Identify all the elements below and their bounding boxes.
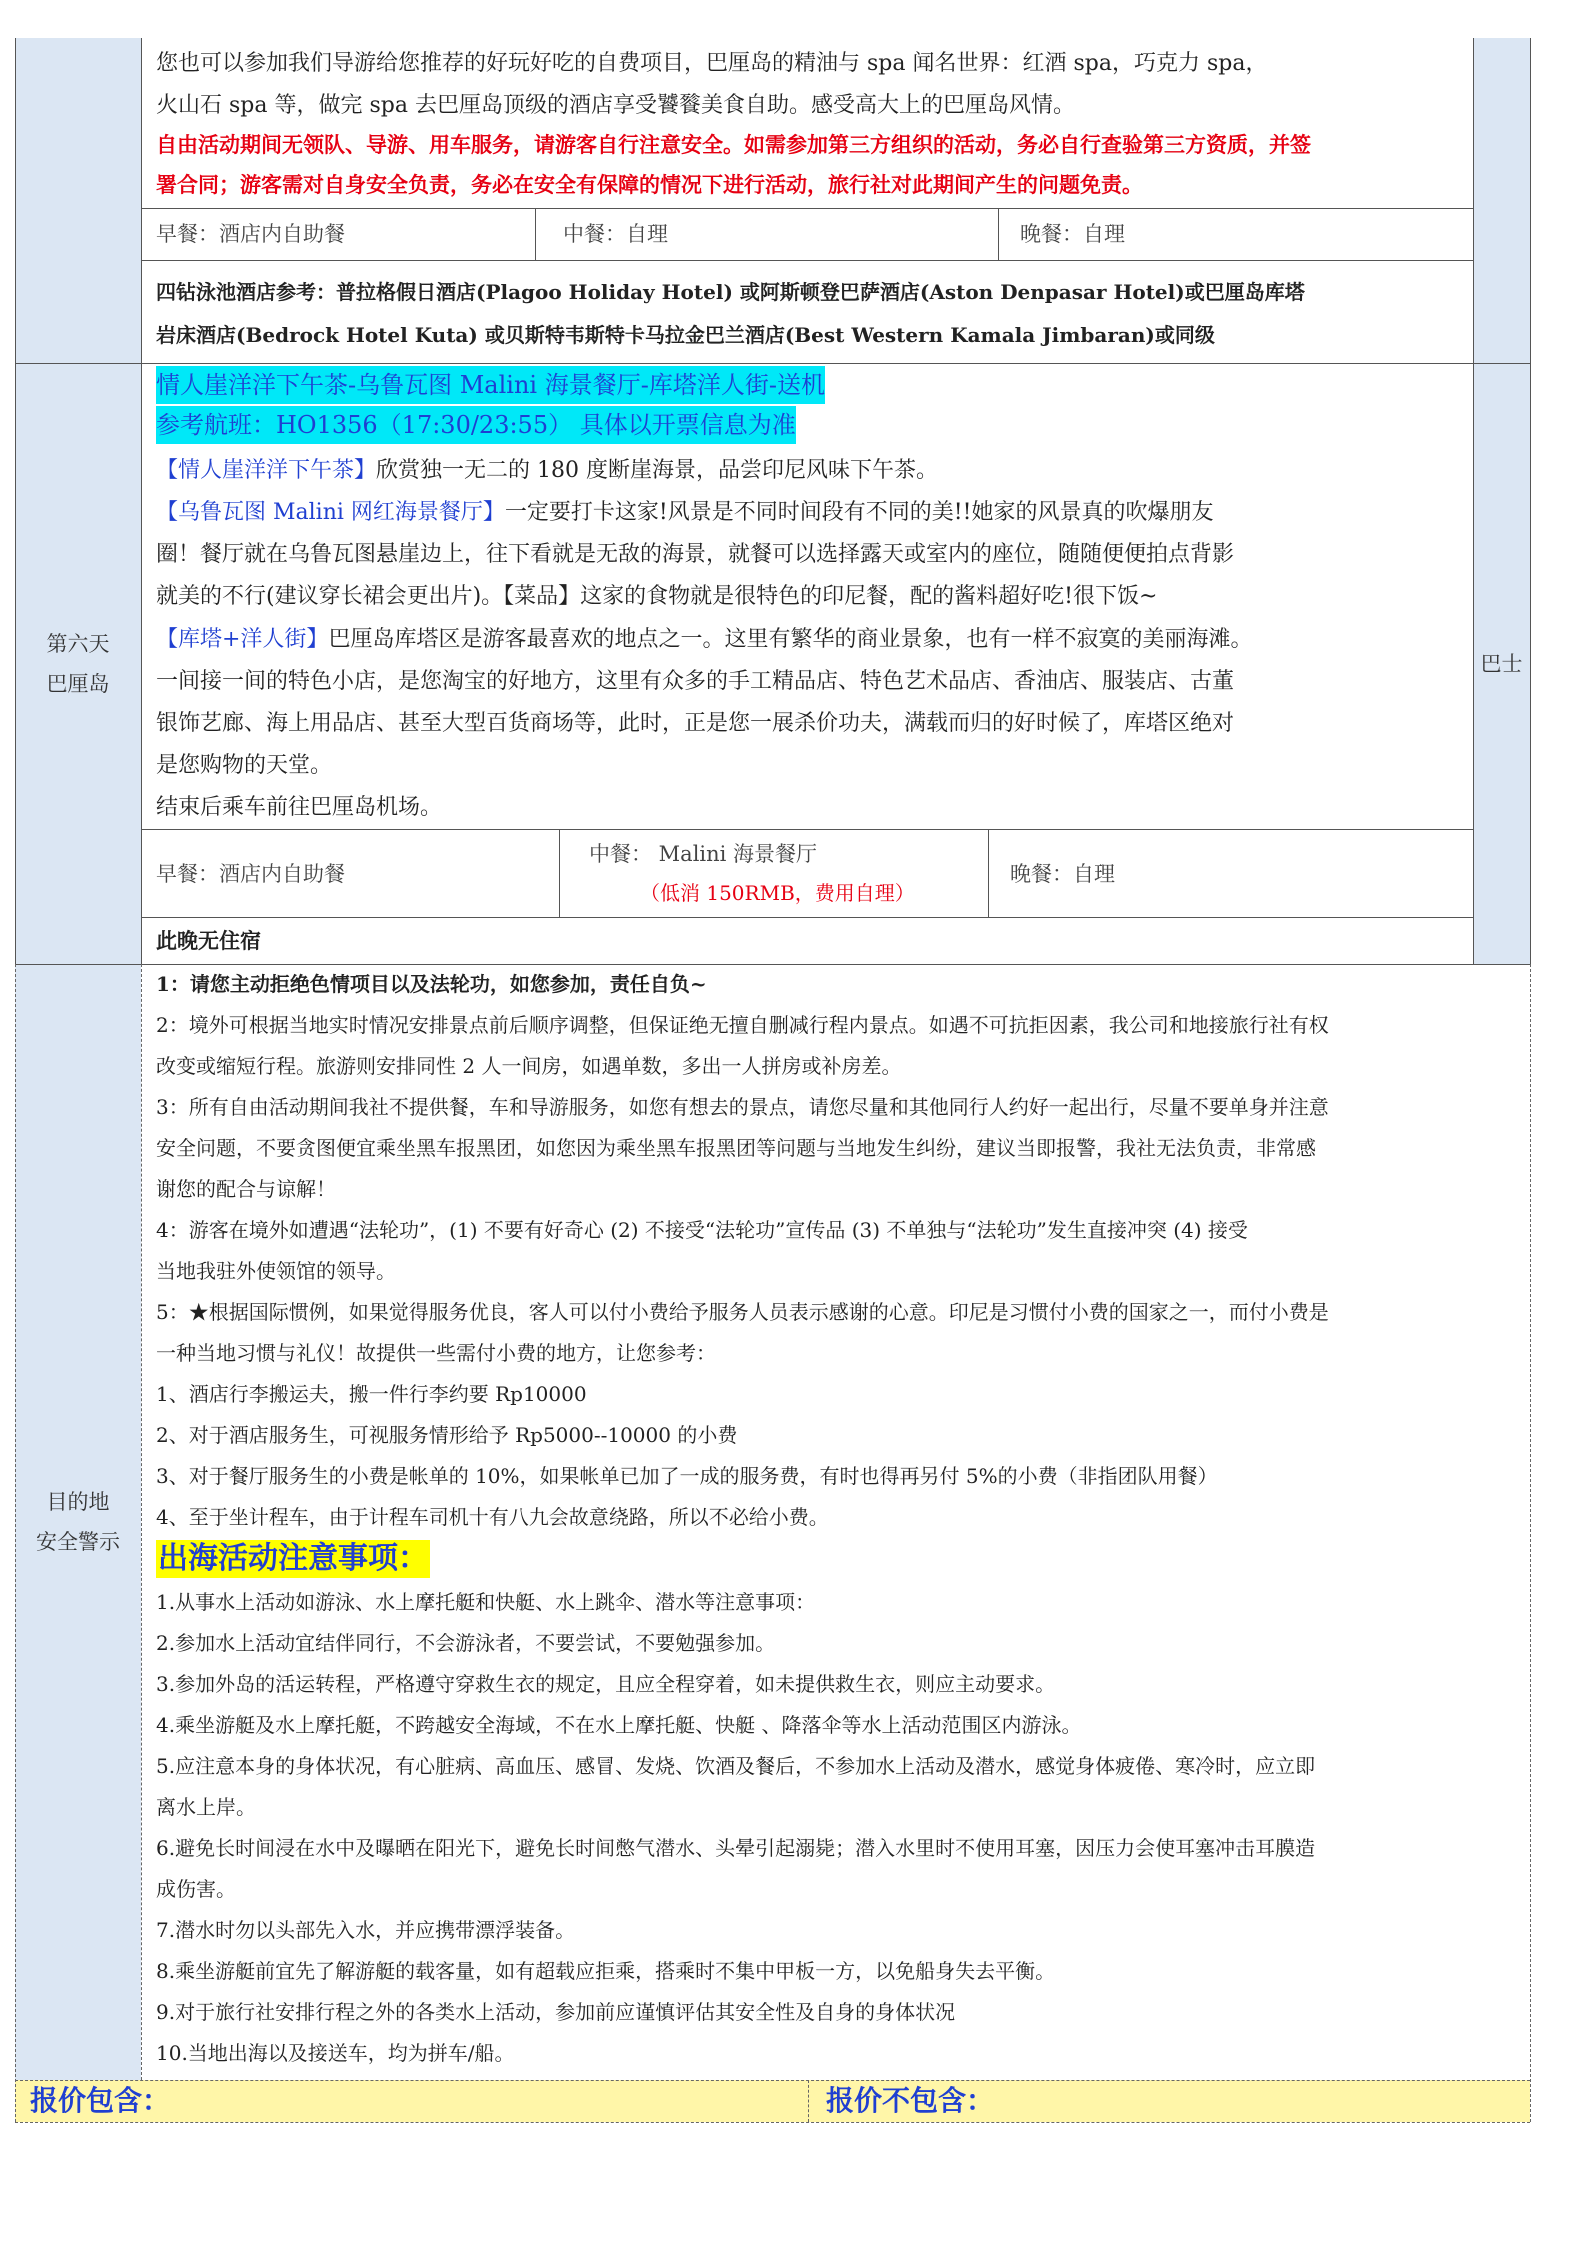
safety-line-7: 当地我驻外使领馆的领导。 [156,1259,396,1283]
day6-lunch: 中餐： Malini 海景餐厅 [589,842,818,866]
spa-intro-line1: 您也可以参加我们导游给您推荐的好玩好吃的自费项目，巴厘岛的精油与 spa 闻名世界：红酒 spa，巧克力 spa， [156,51,1268,76]
day6-para2 [156,492,1213,534]
day6-label-cell [15,363,141,964]
safety-label-line1: 目的地 [46,1490,110,1514]
day6-lunch-note: （低消 150RMB，费用自理） [640,881,915,905]
sea-line-9: 8.乘坐游艇前宜先了解游艇的载客量，如有超载应拒乘，搭乘时不集中甲板一方，以免船身失去平衡。 [156,1959,1056,1983]
day5-lunch: 中餐：自理 [563,222,668,246]
day5-breakfast: 早餐：酒店内自助餐 [156,222,345,246]
safety-line-13: 4、至于坐计程车，由于计程车司机十有八九会故意绕路，所以不必给小费。 [156,1505,829,1529]
safety-line-4: 安全问题，不要贪图便宜乘坐黑车报黑团，如您因为乘坐黑车报黑团等问题与当地发生纠纷，建议当即报警，我社无法负责，非常感 [156,1136,1316,1160]
left-label-col-top [15,38,141,363]
day6-para1 [156,450,938,492]
day6-dinner: 晚餐：自理 [1010,862,1115,886]
sea-line-6: 6.避免长时间浸在水中及曝晒在阳光下，避免长时间憋气潜水、头晕引起溺毙；潜入水里时不使用耳塞，因压力会使耳塞冲击耳膜造 [156,1836,1316,1860]
safety-line-11: 2、对于酒店服务生，可视服务情形给予 Rp5000--10000 的小费 [156,1423,738,1447]
day6-para1-head: 【情人崖洋洋下午茶】 [156,458,377,483]
day6-para2-text: 一定要打卡这家!风景是不同时间段有不同的美!!她家的风景真的吹爆朋友 [504,500,1214,525]
sea-line-11: 10.当地出海以及接送车，均为拼车/船。 [156,2041,515,2065]
sea-line-3: 4.乘坐游艇及水上摩托艇，不跨越安全海域，不在水上摩托艇、快艇 、降落伞等水上活动范围区内游泳。 [156,1713,1082,1737]
day6-para3-line2: 一间接一间的特色小店，是您淘宝的好地方，这里有众多的手工精品店、特色艺术品店、香油店、服装店、古董 [156,669,1235,694]
hotel-reference-line1: 四钻泳池酒店参考：普拉格假日酒店(Plagoo Holiday Hotel) 或阿斯顿登巴萨酒店(Aston Denpasar Hotel)或巴厘岛库塔 [156,280,1305,304]
sea-line-7: 成伤害。 [156,1877,236,1901]
day6-breakfast: 早餐：酒店内自助餐 [156,862,345,886]
sea-line-8: 7.潜水时勿以头部先入水，并应携带漂浮装备。 [156,1918,576,1942]
spa-intro-line2: 火山石 spa 等，做完 spa 去巴厘岛顶级的酒店享受饕餮美食自助。感受高大上的巴厘岛风情。 [156,93,1075,118]
safety-line-9: 一种当地习惯与礼仪！故提供一些需付小费的地方，让您参考： [156,1341,716,1365]
sea-line-1: 2.参加水上活动宜结伴同行，不会游泳者，不要尝试，不要勉强参加。 [156,1631,776,1655]
day5-dinner: 晚餐：自理 [1020,222,1125,246]
footer-bar [15,2080,1530,2122]
sea-line-2: 3.参加外岛的活运转程，严格遵守穿救生衣的规定，且应全程穿着，如未提供救生衣，则应主动要求。 [156,1672,1056,1696]
day6-place-label: 巴厘岛 [46,672,110,696]
day6-day-label: 第六天 [46,632,110,656]
sea-line-5: 离水上岸。 [156,1795,256,1819]
safety-line-5: 谢您的配合与谅解！ [156,1177,336,1201]
day6-para1-text: 欣赏独一无二的 180 度断崖海景，品尝印尼风味下午茶。 [376,458,938,483]
safety-line-0: 1：请您主动拒绝色情项目以及法轮功，如您参加，责任自负~ [156,972,707,996]
safety-line-12: 3、对于餐厅服务生的小费是帐单的 10%，如果帐单已加了一成的服务费，有时也得再另付 5%的小费（非指团队用餐） [156,1464,1218,1488]
safety-line-6: 4：游客在境外如遭遇“法轮功”，(1) 不要有好奇心 (2) 不接受“法轮功”宣传品 (3) 不单独与“法轮功”发生直接冲突 (4) 接受 [156,1218,1248,1242]
safety-line-1: 2：境外可根据当地实时情况安排景点前后顺序调整，但保证绝无擅自删减行程内景点。如遇不可抗拒因素，我公司和地接旅行社有权 [156,1013,1329,1037]
safety-label-line2: 安全警示 [36,1530,120,1554]
day6-para3-line3: 银饰艺廊、海上用品店、甚至大型百货商场等，此时，正是您一展杀价功夫，满载而归的好时候了，库塔区绝对 [156,711,1235,736]
price-excluded-heading: 报价不包含： [826,2084,995,2117]
day6-hotel: 此晚无住宿 [156,928,261,953]
safety-line-3: 3：所有自由活动期间我社不提供餐，车和导游服务，如您有想去的景点，请您尽量和其他同行人约好一起出行，尽量不要单身并注意 [156,1095,1329,1119]
sea-line-0: 1.从事水上活动如游泳、水上摩托艇和快艇、水上跳伞、潜水等注意事项： [156,1590,816,1614]
safety-line-10: 1、酒店行李搬运夫，搬一件行李约要 Rp10000 [156,1382,587,1406]
day6-transport: 巴士 [1480,652,1523,676]
safety-line-2: 改变或缩短行程。旅游则安排同性 2 人一间房，如遇单数，多出一人拼房或补房差。 [156,1054,902,1078]
day6-end: 结束后乘车前往巴厘岛机场。 [156,795,443,820]
sea-line-10: 9.对于旅行社安排行程之外的各类水上活动，参加前应谨慎评估其安全性及自身的身体状况 [156,2000,956,2024]
price-included-heading: 报价包含： [30,2084,171,2117]
day6-para3-head: 【库塔+洋人街】 [156,627,329,652]
free-activity-warning-line2: 署合同；游客需对自身安全负责，务必在安全有保障的情况下进行活动，旅行社对此期间产生的问题免责。 [156,172,1143,197]
free-activity-warning-line1: 自由活动期间无领队、导游、用车服务，请游客自行注意安全。如需参加第三方组织的活动，务必自行查验第三方资质，并签 [156,132,1311,157]
hotel-reference-line2: 岩床酒店(Bedrock Hotel Kuta) 或贝斯特韦斯特卡马拉金巴兰酒店(Best Western Kamala Jimbaran)或同级 [156,323,1215,347]
right-col-top [1473,38,1530,363]
sea-line-4: 5.应注意本身的身体状况，有心脏病、高血压、感冒、发烧、饮酒及餐后，不参加水上活动及潜水，感觉身体疲倦、寒冷时，应立即 [156,1754,1316,1778]
day6-para2-line2: 圈！餐厅就在乌鲁瓦图悬崖边上，往下看就是无敌的海景，就餐可以选择露天或室内的座位，随随便便拍点背影 [156,542,1235,567]
day6-para3-line4: 是您购物的天堂。 [156,753,333,778]
day6-title: 情人崖洋洋下午茶-乌鲁瓦图 Malini 海景餐厅-库塔洋人街-送机 [156,366,825,404]
day6-flight: 参考航班：HO1356（17:30/23:55） 具体以开票信息为准 [156,406,796,444]
safety-line-8: 5：★根据国际惯例，如果觉得服务优良，客人可以付小费给予服务人员表示感谢的心意。印尼是习惯付小费的国家之一，而付小费是 [156,1300,1329,1324]
sea-activity-title: 出海活动注意事项： [158,1541,428,1576]
safety-label-cell [15,964,141,2080]
day6-para2-head: 【乌鲁瓦图 Malini 网红海景餐厅】 [156,500,505,525]
day6-para3-text: 巴厘岛库塔区是游客最喜欢的地点之一。这里有繁华的商业景象，也有一样不寂寞的美丽海滩。 [328,627,1253,652]
day6-para2-line3: 就美的不行(建议穿长裙会更出片)。【菜品】这家的食物就是很特色的印尼餐，配的酱料超好吃!很下饭~ [156,584,1158,609]
day6-para3 [156,619,1252,661]
